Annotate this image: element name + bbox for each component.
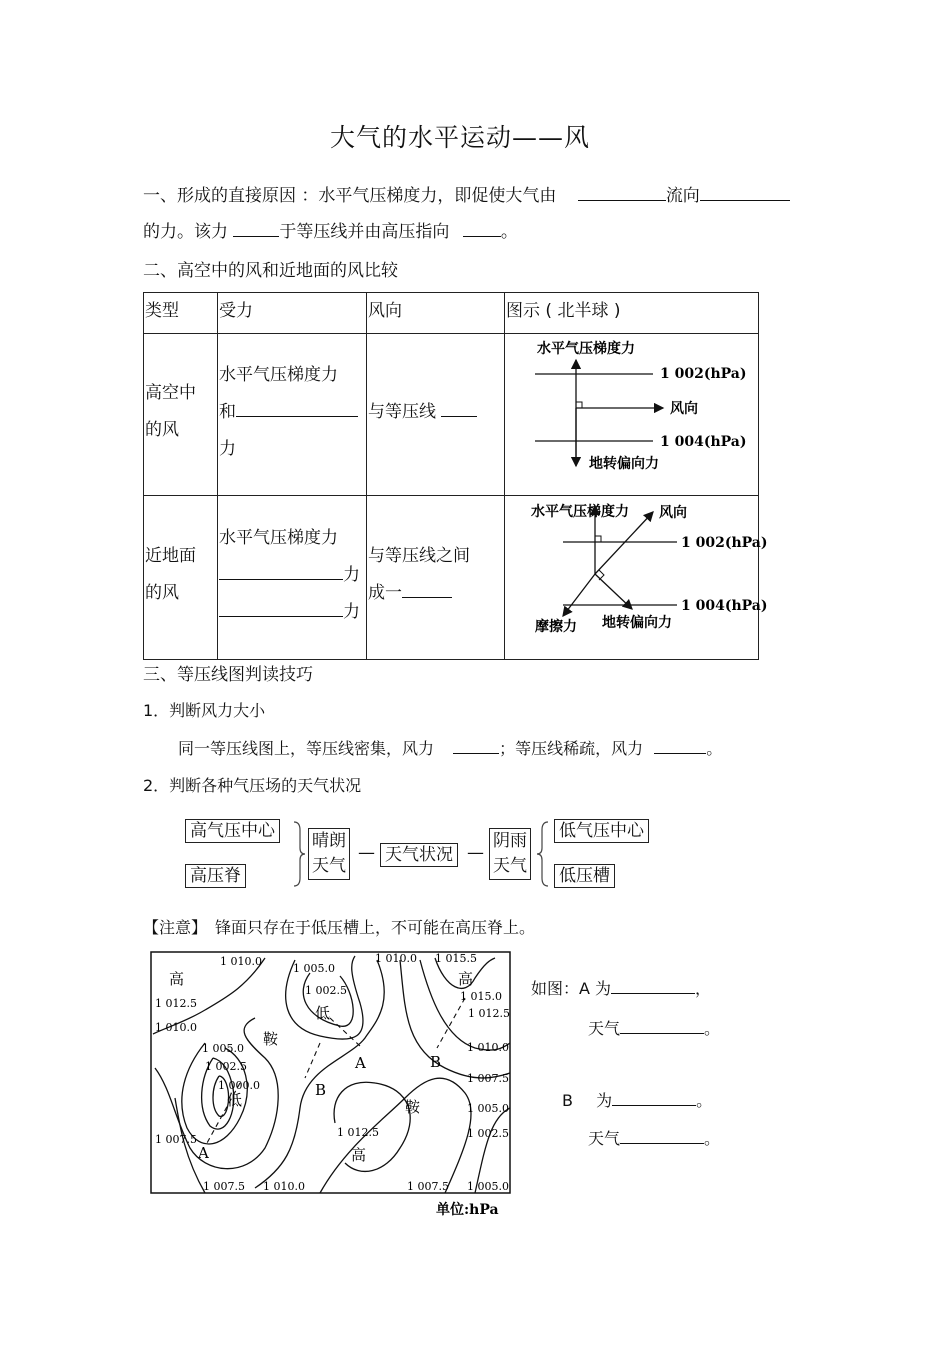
d2-p1-label: 1 002(hPa) xyxy=(681,535,768,551)
d2-coriolis-label: 地转偏向力 xyxy=(602,615,672,631)
header-direction: 风向 xyxy=(368,301,402,321)
box-high-center: 高气压中心 xyxy=(185,819,280,843)
isobar-value: 1 010.0 xyxy=(263,1180,305,1193)
label-a-2: A xyxy=(198,1144,209,1162)
upper-wind-diagram xyxy=(505,334,758,495)
blank-perpendicular[interactable] xyxy=(233,220,279,237)
d2-wind-label: 风向 xyxy=(659,505,687,521)
label-low-2: 低 xyxy=(227,1091,243,1109)
row1-force-l2: 和 xyxy=(219,402,236,422)
box-trough: 低压槽 xyxy=(554,864,615,888)
d1-force-label: 水平气压梯度力 xyxy=(537,341,635,357)
blank-row2-force-b[interactable] xyxy=(219,600,343,617)
blank-low-pressure[interactable] xyxy=(463,220,501,237)
d1-coriolis-label: 地转偏向力 xyxy=(589,456,659,472)
surface-wind-diagram xyxy=(505,496,768,659)
label-saddle-2: 鞍 xyxy=(405,1098,421,1116)
note: 【注意】 锋面只存在于低压槽上，不可能在高压脊上。 xyxy=(143,918,536,937)
d2-p2-label: 1 004(hPa) xyxy=(681,598,768,614)
blank-to[interactable] xyxy=(700,184,790,201)
s1-text-d: 于等压线并由高压指向 xyxy=(279,222,450,242)
isobar-value: 1 005.0 xyxy=(467,1102,509,1115)
label-b-1: B xyxy=(430,1053,442,1071)
s3-line1-a: 同一等压线图上，等压线密集，风力 xyxy=(178,739,435,758)
dash-1: — xyxy=(358,843,375,863)
isobar-value: 1 002.5 xyxy=(205,1060,247,1073)
row2-force-l3: 力 xyxy=(343,602,360,622)
right-brace xyxy=(534,820,552,888)
s1-text-a: 一、形成的直接原因 ：水平气压梯度力，即促使大气由 xyxy=(143,186,557,206)
blank-b-system[interactable] xyxy=(612,1089,696,1106)
row2-force-l2: 力 xyxy=(343,565,360,585)
row1-type-l1: 高空中 xyxy=(145,383,196,403)
blank-row1-force[interactable] xyxy=(236,400,358,417)
s3-h1: 1．判断风力大小 xyxy=(143,701,266,720)
d2-coriolis-arrow xyxy=(595,574,632,609)
d1-p2-label: 1 004(hPa) xyxy=(660,434,747,450)
left-brace xyxy=(290,820,308,888)
isobar-value: 1 012.5 xyxy=(468,1007,510,1020)
label-a-1: A xyxy=(355,1054,366,1072)
s3-line1 xyxy=(178,736,722,759)
d1-wind-label: 风向 xyxy=(670,401,698,417)
s3-line1-c: 。 xyxy=(706,739,723,758)
row1-dir: 与等压线 xyxy=(368,402,436,422)
blank-wind-weak[interactable] xyxy=(654,737,706,754)
dash-2: — xyxy=(467,843,484,863)
d2-wind-arrow xyxy=(595,512,653,574)
isobar-value: 1 015.5 xyxy=(435,952,477,965)
qa-b-line xyxy=(562,1088,712,1111)
isobar-map xyxy=(145,948,525,1228)
row2-dir-l2: 成一 xyxy=(368,583,402,603)
isobar-value: 1 010.0 xyxy=(220,955,262,968)
isobar-value: 1 002.5 xyxy=(467,1127,509,1140)
blank-b-weather[interactable] xyxy=(620,1127,704,1144)
s3-h2: 2．判断各种气压场的天气状况 xyxy=(143,776,362,795)
s3-line1-b: ；等压线稀疏，风力 xyxy=(499,739,644,758)
qa-a-weather-label: 天气 xyxy=(588,1019,621,1038)
row2-dir-l1: 与等压线之间 xyxy=(368,546,470,566)
isobar-value: 1 005.0 xyxy=(202,1042,244,1055)
blank-a-weather[interactable] xyxy=(620,1017,704,1034)
qa-b-end: 。 xyxy=(696,1091,713,1110)
blank-a-system[interactable] xyxy=(611,977,695,994)
qa-a-prefix: 如图：A 为 xyxy=(531,979,612,998)
box-rain xyxy=(489,828,531,880)
s3-heading: 三、等压线图判读技巧 xyxy=(143,665,313,685)
box-weather: 天气状况 xyxy=(380,843,458,867)
header-force: 受力 xyxy=(219,301,253,321)
qa-a-weather xyxy=(588,1016,720,1039)
s1-text-e: 。 xyxy=(500,222,518,242)
isobar-value: 1 007.5 xyxy=(155,1133,197,1146)
blank-row2-force-a[interactable] xyxy=(219,563,343,580)
d1-right-angle xyxy=(576,402,582,408)
blank-from[interactable] xyxy=(578,184,666,201)
s1-text-c: 的力。该力 xyxy=(143,222,228,242)
label-high-3: 高 xyxy=(351,1146,367,1164)
header-diagram: 图示 ( 北半球 ) xyxy=(506,301,621,321)
rain-line2: 天气 xyxy=(493,856,527,876)
isobar-value: 1 007.5 xyxy=(407,1180,449,1193)
s1-line1 xyxy=(143,181,790,206)
label-saddle-1: 鞍 xyxy=(263,1030,279,1048)
qa-b-weather-end: 。 xyxy=(704,1129,721,1148)
sunny-line1: 晴朗 xyxy=(312,831,346,851)
row1-force-l1: 水平气压梯度力 xyxy=(219,365,338,385)
page-title: 大气的水平运动——风 xyxy=(330,123,591,152)
label-low-1: 低 xyxy=(315,1004,331,1022)
isobar-value: 1 007.5 xyxy=(467,1072,509,1085)
box-low-center: 低气压中心 xyxy=(554,819,649,843)
d1-p1-label: 1 002(hPa) xyxy=(660,366,747,382)
box-ridge: 高压脊 xyxy=(185,864,246,888)
qa-b-weather-label: 天气 xyxy=(588,1129,621,1148)
rain-line1: 阴雨 xyxy=(493,831,527,851)
box-sunny xyxy=(308,828,350,880)
row2-type-l1: 近地面 xyxy=(145,546,196,566)
isobar-value: 1 012.5 xyxy=(337,1126,379,1139)
blank-row2-dir[interactable] xyxy=(402,581,452,598)
blank-row1-dir[interactable] xyxy=(441,400,477,417)
isobar-value: 1 002.5 xyxy=(305,984,347,997)
blank-wind-strong[interactable] xyxy=(453,737,499,754)
qa-a-weather-end: 。 xyxy=(704,1019,721,1038)
qa-b-prefix: 为 xyxy=(596,1091,613,1110)
map-unit: 单位:hPa xyxy=(436,1202,499,1218)
d2-right-angle-top xyxy=(595,536,601,542)
qa-a-line xyxy=(531,976,711,999)
d2-force-label: 水平气压梯度力 xyxy=(531,504,629,520)
isobar-value: 1 012.5 xyxy=(155,997,197,1010)
d2-friction-label: 摩擦力 xyxy=(535,619,577,635)
label-high-1: 高 xyxy=(169,970,185,988)
row2-force-l1: 水平气压梯度力 xyxy=(219,528,338,548)
isobar-value: 1 000.0 xyxy=(218,1079,260,1092)
s2-heading: 二、高空中的风和近地面的风比较 xyxy=(143,261,398,281)
row1-force-l3: 力 xyxy=(219,439,236,459)
label-b-2: B xyxy=(315,1081,327,1099)
comparison-table xyxy=(143,292,768,660)
isobar-value: 1 007.5 xyxy=(203,1180,245,1193)
qa-b-weather xyxy=(588,1126,720,1149)
isobar-value: 1 010.0 xyxy=(375,952,417,965)
sunny-line2: 天气 xyxy=(312,856,346,876)
header-type: 类型 xyxy=(145,301,179,321)
s1-text-b: 流向 xyxy=(665,186,700,206)
isobar-value: 1 010.0 xyxy=(467,1041,509,1054)
isobar-value: 1 005.0 xyxy=(467,1180,509,1193)
isobar-value: 1 010.0 xyxy=(155,1021,197,1034)
row2-type-l2: 的风 xyxy=(145,583,179,603)
s1-line2 xyxy=(143,217,518,242)
qa-a-end: ， xyxy=(695,979,712,998)
isobar-value: 1 005.0 xyxy=(293,962,335,975)
qa-b-label: B xyxy=(562,1091,573,1110)
row1-type-l2: 的风 xyxy=(145,420,179,440)
label-high-2: 高 xyxy=(458,970,474,988)
d2-friction-arrow xyxy=(563,574,595,616)
isobar-value: 1 015.0 xyxy=(460,990,502,1003)
